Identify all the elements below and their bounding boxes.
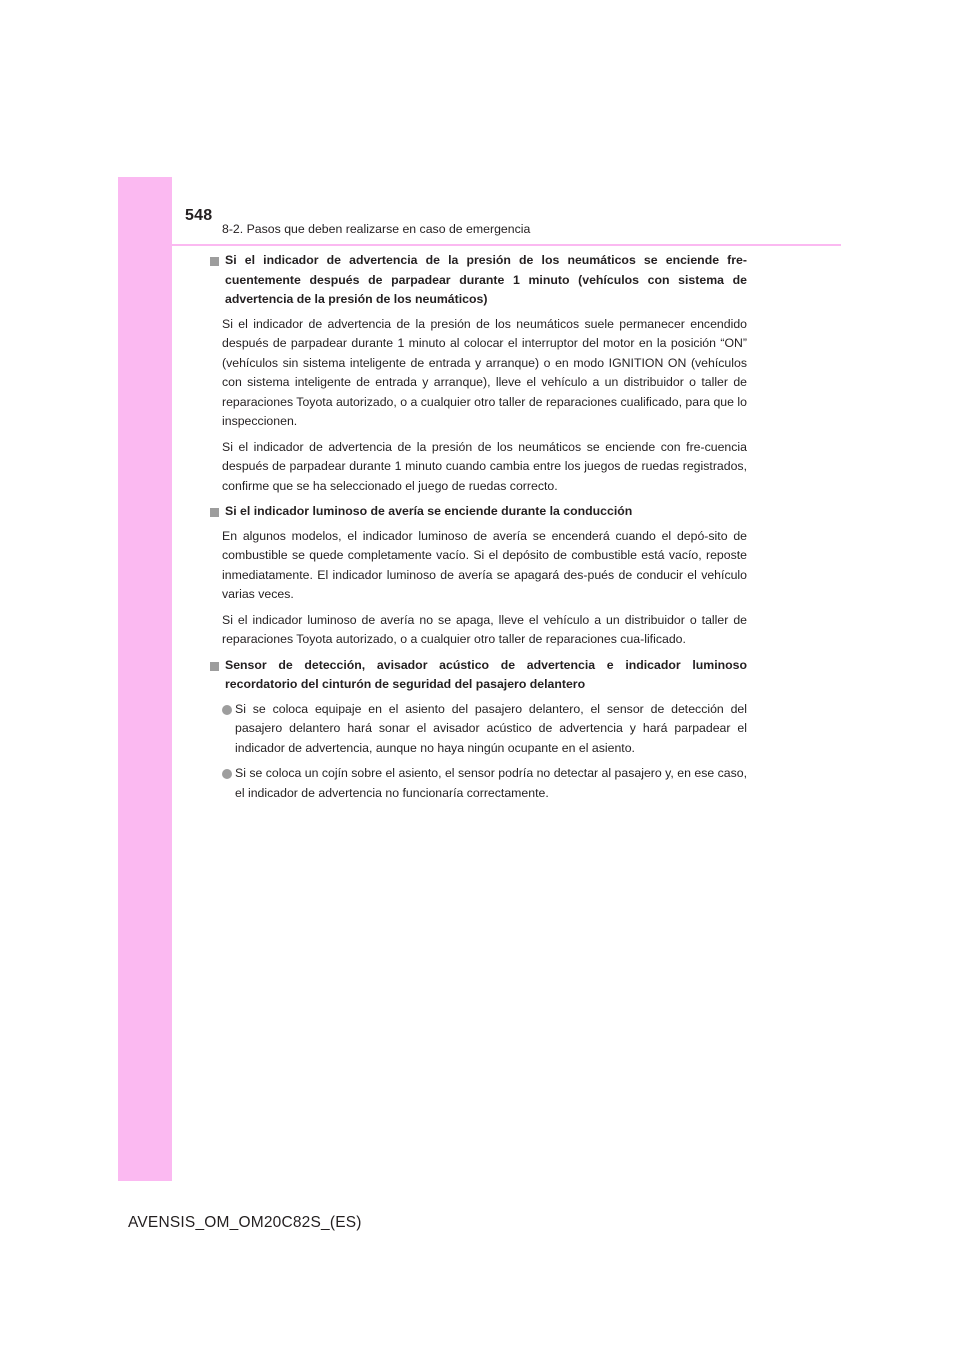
square-bullet-icon — [210, 508, 219, 517]
section-title: 8-2. Pasos que deben realizarse en caso de emergencia — [222, 222, 531, 236]
paragraph: Si el indicador luminoso de avería no se apaga, lleve el vehículo a un distribuidor o taller de reparaciones Toyota autorizado, o a cualquier otro taller de reparaciones cua-lificado. — [222, 612, 747, 646]
heading-text: Si el indicador luminoso de avería se enciende durante la conducción — [225, 504, 633, 518]
section-heading — [209, 656, 747, 695]
list-item-text: Si se coloca equipaje en el asiento del pasajero delantero, el sensor de detección del pasajero delantero hará sonar el avisador acústico de advertencia y hará parpadear el indicador de advertencia, aunque no haya ningún ocupante en el asiento. — [235, 701, 747, 755]
page-content — [209, 251, 747, 809]
list-item — [209, 764, 747, 803]
circle-bullet-icon — [222, 769, 232, 779]
list-item-text: Si se coloca un cojín sobre el asiento, el sensor podría no detectar al pasajero y, en ese caso, el indicador de advertencia no funcionaría correctamente. — [235, 766, 747, 800]
paragraph: Si el indicador de advertencia de la presión de los neumáticos se enciende con fre-cuencia después de parpadear durante 1 minuto cuando cambia entre los juegos de ruedas registrados, confirme que se ha seleccionado el juego de ruedas correcto. — [222, 439, 747, 493]
section-heading — [209, 251, 747, 310]
paragraph: Si el indicador de advertencia de la presión de los neumáticos suele permanecer encendido después de parpadear durante 1 minuto al colocar el interruptor del motor en la posición “ON” (vehículos sin sistema inteligente de entrada y arranque) o en modo IGNITION ON (vehículos con sistema inteligente de entrada y arranque), lleve el vehículo a un distribuidor o taller de reparaciones Toyota autorizado, o a cualquier otro taller de reparaciones cualificado, para que lo inspeccionen. — [222, 316, 747, 428]
page-number: 548 — [185, 207, 213, 224]
square-bullet-icon — [210, 257, 219, 266]
paragraph: En algunos modelos, el indicador luminoso de avería se encenderá cuando el depó-sito de combustible se quede completamente vacío. Si el depósito de combustible está vacío, reposte inmediatamente. El indicador luminoso de avería se apagará des-pués de conducir el vehículo varias veces. — [222, 528, 747, 601]
section-tab-band — [118, 177, 172, 1181]
heading-text: Si el indicador de advertencia de la presión de los neumáticos se enciende fre-cuentemente después de parpadear durante 1 minuto (vehículos con sistema de advertencia de la presión de los neumáticos) — [225, 253, 747, 306]
square-bullet-icon — [210, 662, 219, 671]
header-divider — [172, 244, 841, 246]
circle-bullet-icon — [222, 705, 232, 715]
heading-text: Sensor de detección, avisador acústico de advertencia e indicador luminoso recordatorio del cinturón de seguridad del pasajero delantero — [225, 657, 747, 691]
document-code: AVENSIS_OM_OM20C82S_(ES) — [128, 1214, 362, 1231]
list-item — [209, 700, 747, 759]
section-heading — [209, 502, 747, 522]
